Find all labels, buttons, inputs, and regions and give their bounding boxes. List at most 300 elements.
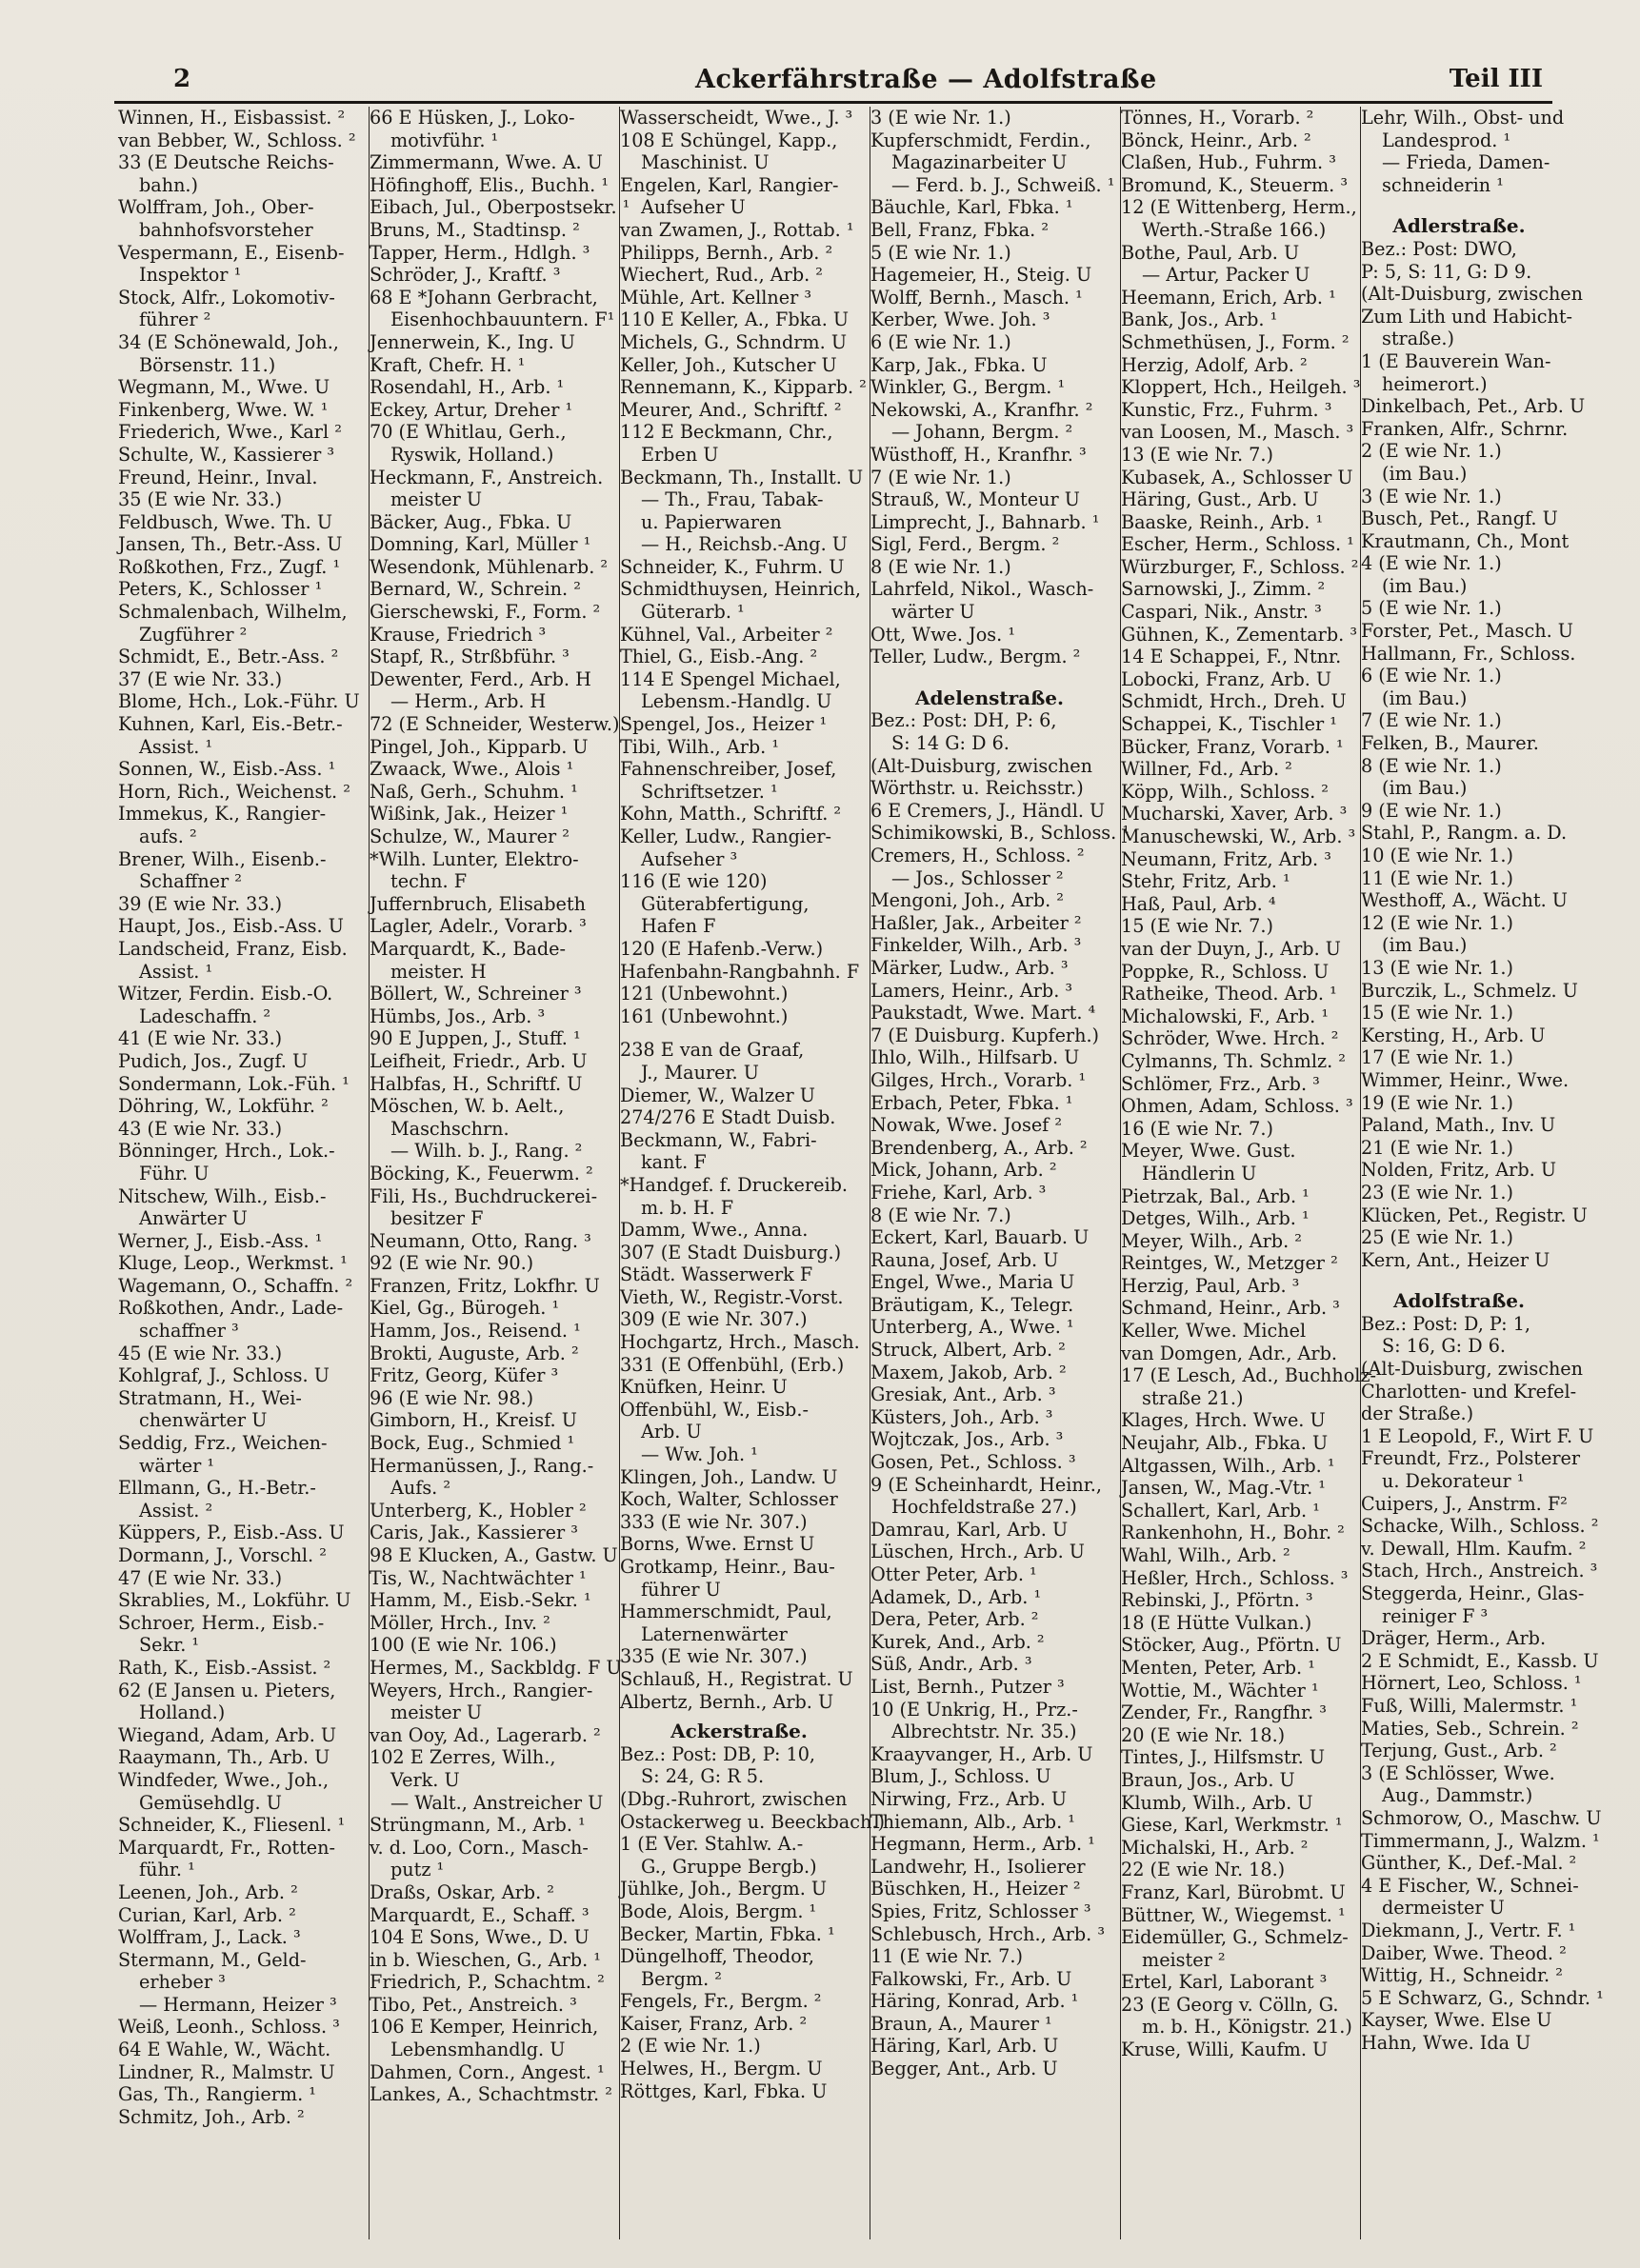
entry-line: Arb. U <box>641 1421 702 1443</box>
entry-line: Curian, Karl, Arb. ² <box>118 1903 296 1926</box>
entry-line: 1 E Leopold, F., Wirt F. U <box>1361 1424 1594 1447</box>
entry-line: Lehr, Wilh., Obst- und <box>1361 107 1565 129</box>
entry-line: 9 (E wie Nr. 1.) <box>1361 799 1502 822</box>
entry-line: 4 E Fischer, W., Schnei- <box>1361 1874 1579 1897</box>
entry-line: Bank, Jos., Arb. ¹ <box>1121 308 1278 331</box>
entry-line: Charlotten- und Krefel- <box>1361 1380 1577 1403</box>
entry-line: Fritz, Georg, Küfer ³ <box>370 1364 559 1387</box>
entry-line: Schlömer, Frz., Arb. ³ <box>1121 1072 1320 1095</box>
entry-line: Märker, Ludw., Arb. ³ <box>870 956 1069 979</box>
entry-line: van Loosen, M., Masch. ³ <box>1121 421 1354 444</box>
entry-line: Tönnes, H., Vorarb. ² <box>1121 107 1314 129</box>
entry-line: Möschen, W. b. Aelt., <box>370 1095 565 1118</box>
entry-line: 18 (E Hütte Vulkan.) <box>1121 1611 1312 1634</box>
entry-line: Marquardt, E., Schaff. ³ <box>370 1903 590 1926</box>
page-number: 2 <box>173 65 191 93</box>
entry-line: Neumann, Fritz, Arb. ³ <box>1121 847 1331 870</box>
entry-line: Schulze, W., Maurer ² <box>370 826 570 847</box>
entry-line: Wißink, Jak., Heizer ¹ <box>370 803 569 826</box>
entry-line: Kerber, Wwe. Joh. ³ <box>870 308 1050 331</box>
entry-line: Jennerwein, K., Ing. U <box>370 330 575 353</box>
entry-line: chenwärter U <box>139 1409 268 1432</box>
entry-line: Landwehr, H., Isolierer <box>870 1855 1086 1878</box>
entry-line: Cremers, H., Schloss. ² <box>870 845 1085 866</box>
entry-line: 4 (E wie Nr. 1.) <box>1361 552 1502 575</box>
entry-line: Diemer, W., Walzer U <box>620 1084 815 1106</box>
entry-line: 307 (E Stadt Duisburg.) <box>620 1241 842 1263</box>
entry-line: Döhring, W., Lokführ. ² <box>118 1095 329 1118</box>
entry-line: Kiel, Gg., Bürogeh. ¹ <box>370 1297 560 1320</box>
entry-line: Küsters, Joh., Arb. ³ <box>870 1405 1053 1428</box>
entry-line: 21 (E wie Nr. 1.) <box>1361 1136 1513 1159</box>
entry-line: — Wilh. b. J., Rang. ² <box>390 1140 583 1163</box>
entry-line: Begger, Ant., Arb. U <box>870 2058 1058 2080</box>
entry-line: besitzer F <box>390 1207 484 1230</box>
entry-line: Heckmann, F., Anstreich. <box>370 466 604 488</box>
entry-line: Schmand, Heinr., Arb. ³ <box>1121 1297 1340 1320</box>
entry-line: Strüngmann, M., Arb. ¹ <box>370 1814 586 1837</box>
entry-line: Meyer, Wilh., Arb. ² <box>1121 1229 1302 1252</box>
spacer <box>1361 196 1557 208</box>
entry-line: aufs. ² <box>139 826 197 847</box>
entry-line: Wolffram, Joh., Ober- <box>118 196 314 219</box>
entry-line: 35 (E wie Nr. 33.) <box>118 488 283 511</box>
entry-line: Hermes, M., Sackbldg. F U <box>370 1656 622 1679</box>
entry-line: 114 E Spengel Michael, <box>620 667 841 690</box>
entry-line: Unterberg, A., Wwe. ¹ <box>870 1316 1074 1339</box>
entry-line: Rath, K., Eisb.-Assist. ² <box>118 1656 331 1679</box>
entry-line: Bernard, W., Schrein. ² <box>370 578 581 601</box>
entry-line: Nekowski, A., Kranfhr. ² <box>870 398 1093 421</box>
entry-line: Brokti, Auguste, Arb. ² <box>370 1342 579 1364</box>
entry-line: Falkowski, Fr., Arb. U <box>870 1967 1072 1990</box>
entry-line: Bräutigam, K., Telegr. <box>870 1293 1074 1316</box>
entry-line: Wolff, Bernh., Masch. ¹ <box>870 286 1083 308</box>
entry-line: Felken, B., Maurer. <box>1361 732 1539 755</box>
entry-line: Heemann, Erich, Arb. ¹ <box>1121 286 1336 308</box>
entry-line: Kraft, Chefr. H. ¹ <box>370 353 526 376</box>
entry-line: Aufseher ³ <box>641 847 738 870</box>
entry-line: Zwaack, Wwe., Alois ¹ <box>370 758 574 781</box>
entry-line: Pudich, Jos., Zugf. U <box>118 1049 309 1072</box>
entry-line: Knüfken, Heinr. U <box>620 1376 788 1399</box>
entry-line: Lahrfeld, Nikol., Wasch- <box>870 578 1094 601</box>
entry-line: 3 (E wie Nr. 1.) <box>870 107 1011 129</box>
entry-line: Beckmann, Th., Installt. U <box>620 466 864 488</box>
entry-line: kant. F <box>641 1151 707 1174</box>
entry-line: Heßler, Hrch., Schloss. ³ <box>1121 1566 1349 1589</box>
entry-line: 64 E Wahle, W., Wächt. <box>118 2039 331 2061</box>
entry-line: Häring, Karl, Arb. U <box>870 2035 1059 2058</box>
entry-line: Stock, Alfr., Lokomotiv- <box>118 286 335 308</box>
entry-line: Häring, Gust., Arb. U <box>1121 488 1319 511</box>
entry-line: 6 (E wie Nr. 1.) <box>1361 665 1502 687</box>
entry-line: (Dbg.-Ruhrort, zwischen <box>620 1787 848 1810</box>
column-2 <box>369 107 630 2239</box>
entry-line: 120 (E Hafenb.-Verw.) <box>620 937 824 960</box>
entry-line: Wiechert, Rud., Arb. ² <box>620 264 824 287</box>
entry-line: Neumann, Otto, Rang. ³ <box>370 1229 591 1252</box>
entry-line: Horn, Rich., Weichenst. ² <box>118 780 350 803</box>
entry-line: Sigl, Ferd., Bergm. ² <box>870 533 1060 556</box>
entry-line: Borns, Wwe. Ernst U <box>620 1533 815 1556</box>
entry-line: Kohlgraf, J., Schloss. U <box>118 1364 330 1387</box>
entry-line: 98 E Klucken, A., Gastw. U <box>370 1544 618 1566</box>
entry-line: Roßkothen, Andr., Lade- <box>118 1297 344 1320</box>
entry-line: Detges, Wilh., Arb. ¹ <box>1121 1207 1310 1230</box>
entry-line: Kern, Ant., Heizer U <box>1361 1248 1550 1271</box>
entry-line: Städt. Wasserwerk F <box>620 1263 813 1286</box>
entry-line: Maxem, Jakob, Arb. ² <box>870 1361 1067 1383</box>
entry-line: Jansen, Th., Betr.-Ass. U <box>118 533 343 556</box>
entry-line: 22 (E wie Nr. 18.) <box>1121 1859 1286 1881</box>
entry-line: Franken, Alfr., Schrnr. <box>1361 417 1569 440</box>
entry-line: Gemüsehdlg. U <box>139 1791 282 1814</box>
entry-line: Dinkelbach, Pet., Arb. U <box>1361 395 1586 418</box>
entry-line: Assist. ¹ <box>139 735 213 758</box>
entry-line: Michalowski, F., Arb. ¹ <box>1121 1005 1330 1027</box>
entry-line: Claßen, Hub., Fuhrm. ³ <box>1121 151 1336 174</box>
entry-line: Friehe, Karl, Arb. ³ <box>870 1181 1047 1204</box>
entry-line: Stapf, R., Strßbführ. ³ <box>370 646 570 668</box>
entry-line: u. Dekorateur ¹ <box>1382 1470 1525 1493</box>
entry-line: Nitschew, Wilh., Eisb.- <box>118 1184 327 1207</box>
entry-line: 12 (E wie Nr. 1.) <box>1361 911 1513 934</box>
entry-line: 7 (E Duisburg. Kupferh.) <box>870 1024 1100 1046</box>
entry-line: Tintes, J., Hilfsmstr. U <box>1121 1746 1326 1769</box>
entry-line: Manuschewski, W., Arb. ³ <box>1121 826 1356 847</box>
entry-line: Diekmann, J., Vertr. F. ¹ <box>1361 1919 1576 1941</box>
entry-line: 7 (E wie Nr. 1.) <box>1361 709 1502 732</box>
entry-line: wärter ¹ <box>139 1454 215 1477</box>
entry-line: Ertel, Karl, Laborant ³ <box>1121 1971 1328 1994</box>
entry-line: Weiß, Leonh., Schloss. ³ <box>118 2016 340 2039</box>
entry-line: 309 (E wie Nr. 307.) <box>620 1308 808 1331</box>
entry-line: in b. Wieschen, G., Arb. ¹ <box>370 1948 601 1971</box>
entry-line: 17 (E wie Nr. 1.) <box>1361 1046 1513 1069</box>
entry-line: Jansen, W., Mag.-Vtr. ¹ <box>1121 1477 1326 1500</box>
entry-line: Giese, Karl, Werkmstr. ¹ <box>1121 1814 1343 1837</box>
entry-line: 7 (E wie Nr. 1.) <box>870 466 1011 488</box>
entry-line: Skrablies, M., Lokführ. U <box>118 1589 351 1612</box>
entry-line: Wörthstr. u. Reichsstr.) <box>870 777 1084 800</box>
entry-line: Bäuchle, Karl, Fbka. ¹ <box>870 196 1073 219</box>
entry-line: Mucharski, Xaver, Arb. ³ <box>1121 803 1348 826</box>
entry-line: Vespermann, E., Eisenb- <box>118 241 345 264</box>
entry-line: 72 (E Schneider, Westerw.) <box>370 713 620 736</box>
entry-line: Lobocki, Franz, Arb. U <box>1121 667 1332 690</box>
entry-line: bahn.) <box>139 173 199 196</box>
entry-line: Werner, J., Eisb.-Ass. ¹ <box>118 1229 323 1252</box>
entry-line: Meyer, Wwe. Gust. <box>1121 1140 1296 1163</box>
entry-line: Krause, Friedrich ³ <box>370 623 547 646</box>
entry-line: Spengel, Jos., Heizer ¹ <box>620 713 828 736</box>
entry-line: Wüsthoff, H., Kranfhr. ³ <box>870 443 1087 466</box>
entry-line: Baaske, Reinh., Arb. ¹ <box>1121 510 1324 533</box>
entry-line: straße 21.) <box>1142 1386 1244 1409</box>
entry-line: 11 (E wie Nr. 1.) <box>1361 866 1513 889</box>
entry-line: Halbfas, H., Schriftf. U <box>370 1072 583 1095</box>
entry-line: — Herm., Arb. H <box>390 690 547 713</box>
entry-line: 34 (E Schönewald, Joh., <box>118 330 339 353</box>
entry-line: Büschken, H., Heizer ² <box>870 1878 1081 1900</box>
entry-line: Freundt, Frz., Polsterer <box>1361 1447 1581 1470</box>
entry-line: Tis, W., Nachtwächter ¹ <box>370 1566 587 1589</box>
entry-line: Hochgartz, Hrch., Masch. <box>620 1331 860 1354</box>
entry-line: der Straße.) <box>1361 1403 1474 1425</box>
entry-line: Zimmermann, Wwe. A. U <box>370 151 603 174</box>
entry-line: 8 (E wie Nr. 7.) <box>870 1204 1011 1226</box>
entry-line: Witzer, Ferdin. Eisb.-O. <box>118 983 333 1005</box>
entry-line: Neujahr, Alb., Fbka. U <box>1121 1432 1329 1455</box>
entry-line: 5 E Schwarz, G., Schndr. ¹ <box>1361 1986 1604 2009</box>
entry-line: motivführ. ¹ <box>390 129 499 151</box>
entry-line: 108 E Schüngel, Kapp., <box>620 129 838 151</box>
entry-line: Hörnert, Leo, Schloss. ¹ <box>1361 1672 1582 1695</box>
entry-line: Ihlo, Wilh., Hilfsarb. U <box>870 1046 1080 1069</box>
entry-line: Tibo, Pet., Anstreich. ³ <box>370 1993 577 2016</box>
entry-line: Schulte, W., Kassierer ³ <box>118 443 335 466</box>
column-1 <box>118 107 360 2239</box>
entry-line: 14 E Schappei, F., Ntnr. <box>1121 646 1342 668</box>
entry-line: Schröder, Wwe. Hrch. ² <box>1121 1027 1339 1050</box>
entry-line: Holland.) <box>139 1701 226 1724</box>
entry-line: Küppers, P., Eisb.-Ass. U <box>118 1522 345 1544</box>
entry-line: Keller, Joh., Kutscher U <box>620 353 837 376</box>
entry-line: 68 E *Johann Gerbracht, <box>370 286 598 308</box>
entry-line: Keller, Wwe. Michel <box>1121 1320 1307 1343</box>
entry-line: meister U <box>390 1701 483 1724</box>
entry-line: S: 14 G: D 6. <box>891 732 1010 755</box>
entry-line: (im Bau.) <box>1382 777 1468 800</box>
entry-line: Dera, Peter, Arb. ² <box>870 1608 1039 1631</box>
entry-line: Koch, Walter, Schlosser <box>620 1488 838 1511</box>
entry-line: Haupt, Jos., Eisb.-Ass. U <box>118 915 344 938</box>
entry-line: Willner, Fd., Arb. ² <box>1121 758 1292 781</box>
entry-line: Köpp, Wilh., Schloss. ² <box>1121 780 1329 803</box>
entry-line: meister. H <box>390 960 487 983</box>
entry-line: Blum, J., Schloss. U <box>870 1765 1051 1788</box>
entry-line: schneiderin ¹ <box>1382 173 1504 196</box>
entry-line: Schaffner ² <box>139 870 242 893</box>
entry-line: Anwärter U <box>139 1207 248 1230</box>
entry-line: Klages, Hrch. Wwe. U <box>1121 1409 1326 1432</box>
entry-line: Terjung, Gust., Arb. ² <box>1361 1740 1557 1762</box>
entry-line: Schmidthuysen, Heinrich, <box>620 578 861 601</box>
entry-line: Juffernbruch, Elisabeth <box>370 892 586 915</box>
entry-line: Philipps, Bernh., Arb. ² <box>620 241 833 264</box>
entry-line: Westhoff, A., Wächt. U <box>1361 889 1568 912</box>
entry-line: Wiegand, Adam, Arb. U <box>118 1723 337 1746</box>
entry-line: Winkler, G., Bergm. ¹ <box>870 376 1066 399</box>
entry-line: Schriftsetzer. ¹ <box>641 780 778 803</box>
spacer <box>1361 1271 1557 1283</box>
entry-line: Winnen, H., Eisbassist. ² <box>118 107 346 129</box>
entry-line: Hafen F <box>641 915 716 938</box>
entry-line: S: 16, G: D 6. <box>1382 1335 1507 1358</box>
entry-line: Bäcker, Aug., Fbka. U <box>370 510 572 533</box>
entry-line: 16 (E wie Nr. 7.) <box>1121 1117 1273 1140</box>
entry-line: Nolden, Fritz, Arb. U <box>1361 1159 1556 1182</box>
entry-line: (Alt-Duisburg, zwischen <box>1361 283 1584 306</box>
entry-line: 37 (E wie Nr. 33.) <box>118 667 283 690</box>
entry-line: Poppke, R., Schloss. U <box>1121 960 1330 983</box>
entry-line: Ott, Wwe. Jos. ¹ <box>870 623 1016 646</box>
entry-line: 13 (E wie Nr. 1.) <box>1361 956 1513 979</box>
entry-line: 274/276 E Stadt Duisb. <box>620 1106 836 1129</box>
entry-line: 106 E Kemper, Heinrich, <box>370 2016 599 2039</box>
entry-line: Draßs, Oskar, Arb. ² <box>370 1880 554 1903</box>
entry-line: Süß, Andr., Arb. ³ <box>870 1653 1032 1676</box>
column-4 <box>870 107 1130 2239</box>
entry-line: Laternenwärter <box>641 1622 788 1645</box>
entry-line: Hafenbahn-Rangbahnh. F <box>620 960 860 983</box>
entry-line: Bock, Eug., Schmied ¹ <box>370 1432 575 1455</box>
entry-line: Paukstadt, Wwe. Mart. ⁴ <box>870 1002 1096 1025</box>
column-3 <box>619 107 885 2239</box>
entry-line: 110 E Keller, A., Fbka. U <box>620 308 850 331</box>
part-label: Teil III <box>1449 65 1543 93</box>
entry-line: — Frieda, Damen- <box>1382 151 1550 174</box>
entry-line: Ratheike, Theod. Arb. ¹ <box>1121 983 1337 1005</box>
entry-line: Klücken, Pet., Registr. U <box>1361 1204 1588 1226</box>
entry-line: Rauna, Josef, Arb. U <box>870 1248 1059 1271</box>
entry-line: meister ² <box>1142 1948 1226 1971</box>
entry-line: führer ² <box>139 308 211 331</box>
entry-line: 8 (E wie Nr. 1.) <box>1361 754 1502 777</box>
entry-line: Fuß, Willi, Malermstr. ¹ <box>1361 1694 1578 1717</box>
entry-line: Gimborn, H., Kreisf. U <box>370 1409 577 1432</box>
entry-line: (im Bau.) <box>1382 462 1468 485</box>
entry-line: bahnhofsvorsteher <box>139 218 313 241</box>
entry-line: P: 5, S: 11, G: D 9. <box>1361 260 1532 283</box>
entry-line: 47 (E wie Nr. 33.) <box>118 1566 283 1589</box>
entry-line: Kruse, Willi, Kaufm. U <box>1121 2039 1329 2061</box>
spacer <box>620 1027 858 1039</box>
entry-line: Hermanüssen, J., Rang.- <box>370 1454 594 1477</box>
entry-line: Ohmen, Adam, Schloss. ³ <box>1121 1095 1353 1118</box>
entry-line: Hagemeier, H., Steig. U <box>870 264 1092 287</box>
entry-line: Lebensm.-Handlg. U <box>641 690 832 713</box>
entry-line: Eisenhochbauuntern. F¹ <box>390 308 615 331</box>
entry-line: Kraayvanger, H., Arb. U <box>870 1742 1093 1765</box>
entry-line: Ellmann, G., H.-Betr.- <box>118 1477 316 1500</box>
entry-line: 10 (E Unkrig, H., Prz.- <box>870 1698 1078 1721</box>
entry-line: Häring, Konrad, Arb. ¹ <box>870 1990 1079 2013</box>
entry-line: Ostackerweg u. Beeckbach.) <box>620 1810 885 1833</box>
entry-line: Führ. U <box>139 1162 210 1184</box>
entry-line: Schlauß, H., Registrat. U <box>620 1667 853 1690</box>
entry-line: Wagemann, O., Schaffn. ² <box>118 1274 353 1297</box>
entry-line: Eidemüller, G., Schmelz- <box>1121 1926 1349 1949</box>
entry-line: Braun, Jos., Arb. U <box>1121 1768 1295 1791</box>
entry-line: — Th., Frau, Tabak- <box>641 488 824 511</box>
entry-line: — Hermann, Heizer ³ <box>139 1993 337 2016</box>
entry-line: v. d. Loo, Corn., Masch- <box>370 1836 589 1859</box>
entry-line: 2 (E wie Nr. 1.) <box>620 2035 761 2058</box>
entry-line: Michels, G., Schndrm. U <box>620 330 847 353</box>
entry-line: Wittig, H., Schneidr. ² <box>1361 1964 1563 1987</box>
entry-line: (im Bau.) <box>1382 574 1468 597</box>
column-6 <box>1360 107 1604 2239</box>
entry-line: Bez.: Post: DWO, <box>1361 237 1517 260</box>
entry-line: Schimikowski, B., Schloss. ¹ <box>870 822 1130 845</box>
entry-line: u. Papierwaren <box>641 510 782 533</box>
entry-line: Bücker, Franz, Vorarb. ¹ <box>1121 735 1344 758</box>
entry-line: Franz, Karl, Bürobmt. U <box>1121 1880 1346 1903</box>
entry-line: Sekr. ¹ <box>139 1634 200 1657</box>
entry-line: Aufseher U <box>641 196 746 219</box>
entry-line: Werth.-Straße 166.) <box>1142 218 1327 241</box>
entry-line: Weyers, Hrch., Rangier- <box>370 1679 593 1701</box>
entry-line: 25 (E wie Nr. 1.) <box>1361 1226 1513 1249</box>
entry-line: Güterabfertigung, <box>641 892 810 915</box>
entry-line: Michalski, H., Arb. ² <box>1121 1836 1309 1859</box>
entry-line: Raaymann, Th., Arb. U <box>118 1746 330 1769</box>
entry-line: Ladeschaffn. ² <box>139 1005 271 1027</box>
entry-line: Albrechtstr. Nr. 35.) <box>891 1721 1077 1743</box>
entry-line: Rosendahl, H., Arb. ¹ <box>370 376 565 399</box>
entry-line: 333 (E wie Nr. 307.) <box>620 1510 808 1533</box>
entry-line: Rankenhohn, H., Bohr. ² <box>1121 1522 1345 1544</box>
entry-line: Stratmann, H., Wei- <box>118 1386 302 1409</box>
entry-line: Fili, Hs., Buchdruckerei- <box>370 1184 598 1207</box>
entry-line: Stermann, M., Geld- <box>118 1948 307 1971</box>
entry-line: Verk. U <box>390 1768 460 1791</box>
entry-line: erheber ³ <box>139 1971 226 1994</box>
entry-line: Marquardt, K., Bade- <box>370 937 566 960</box>
entry-line: Schmalenbach, Wilhelm, <box>118 601 348 624</box>
entry-line: Dahmen, Corn., Angest. ¹ <box>370 2060 605 2083</box>
entry-line: Caspari, Nik., Anstr. ³ <box>1121 601 1322 624</box>
entry-line: Friederich, Wwe., Karl ² <box>118 421 342 444</box>
entry-line: Gosen, Pet., Schloss. ³ <box>870 1451 1076 1474</box>
entry-line: 6 E Cremers, J., Händl. U <box>870 799 1106 822</box>
entry-line: Adamek, D., Arb. ¹ <box>870 1585 1042 1608</box>
entry-line: 100 (E wie Nr. 106.) <box>370 1634 557 1657</box>
entry-line: — Jos., Schlosser ² <box>891 866 1064 889</box>
entry-line: 96 (E wie Nr. 98.) <box>370 1386 534 1409</box>
entry-line: van Ooy, Ad., Lagerarb. ² <box>370 1723 601 1746</box>
entry-line: J., Maurer. U <box>641 1061 759 1084</box>
entry-line: Fahnenschreiber, Josef, <box>620 758 837 781</box>
entry-line: 112 E Beckmann, Chr., <box>620 421 833 444</box>
entry-line: Helwes, H., Bergm. U <box>620 2058 823 2080</box>
entry-line: Erben U <box>641 443 719 466</box>
entry-line: 13 (E wie Nr. 7.) <box>1121 443 1273 466</box>
entry-line: — Artur, Packer U <box>1142 264 1310 287</box>
entry-line: Aug., Dammstr.) <box>1382 1784 1533 1807</box>
entry-line: Beckmann, W., Fabri- <box>620 1128 817 1151</box>
entry-line: 41 (E wie Nr. 33.) <box>118 1027 283 1050</box>
entry-line: Schlebusch, Hrch., Arb. ³ <box>870 1922 1106 1945</box>
page-title: Ackerfährstraße — Adolfstraße <box>695 65 1157 94</box>
entry-line: Hammerschmidt, Paul, <box>620 1601 832 1623</box>
entry-line: Hamm, Jos., Reisend. ¹ <box>370 1320 581 1343</box>
entry-line: Forster, Pet., Masch. U <box>1361 620 1573 643</box>
entry-line: Gühnen, K., Zementarb. ³ <box>1121 623 1358 646</box>
entry-line: 66 E Hüsken, J., Loko- <box>370 107 575 129</box>
entry-line: Peters, K., Schlosser ¹ <box>118 578 323 601</box>
entry-line: Jühlke, Joh., Bergm. U <box>620 1878 828 1900</box>
entry-line: — Ferd. b. J., Schweiß. ¹ <box>891 173 1115 196</box>
entry-line: Eckert, Karl, Bauarb. U <box>870 1226 1090 1249</box>
entry-line: van Bebber, W., Schloss. ² <box>118 129 356 151</box>
entry-line: Franzen, Fritz, Lokfhr. U <box>370 1274 600 1297</box>
entry-line: Blome, Hch., Lok.-Führ. U <box>118 690 360 713</box>
street-heading: Adolfstraße. <box>1393 1289 1525 1313</box>
entry-line: Seddig, Frz., Weichen- <box>118 1432 328 1455</box>
